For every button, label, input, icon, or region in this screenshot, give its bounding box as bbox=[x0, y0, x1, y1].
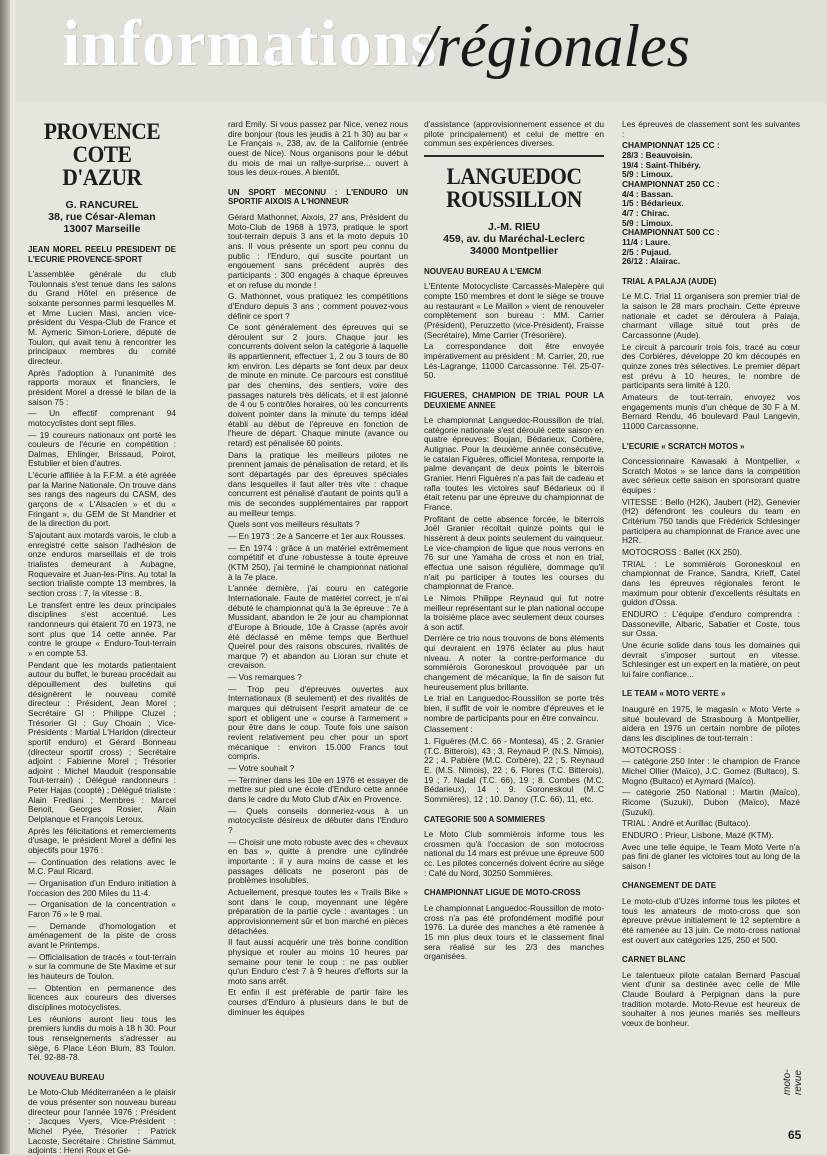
section-title-languedoc bbox=[430, 165, 597, 211]
article-paragraph: Dans la pratique les meilleurs pilotes ne prennent jamais de pénalisation de retard, et ils sont départagés par des épreuves spéciales dans lesquelles il faut aller très vite : chaque concurrent est pénalisé d'autant de points qu'il a mis de secondes supplémentaires par rapport au meilleur temps. bbox=[228, 449, 408, 518]
article-paragraph: — catégorie 250 Inter : le champion de France Michel Ollier (Maïco), J.C. Gomez (Bultaco), S. Mogno (Bultaco) et Aymard (Maïco). bbox=[622, 756, 800, 786]
article-paragraph: Les réunions auront lieu tous les premiers lundis du mois à 18 h 30. Pour tous renseignements s'adresser au siège, 6 Place Léon Blum, 83 Toulon. Tél. 92-88-78. bbox=[28, 1013, 176, 1063]
article-paragraph: Amateurs de tout-terrain, envoyez vos engagements munis d'un chèque de 30 F à M. Bernard Rendu, 46 boulevard Paul Langevin, 11000 Carcassonne. bbox=[622, 391, 800, 431]
article-heading: CARNET BLANC bbox=[622, 955, 686, 965]
article-paragraph: — catégorie 250 National : Martin (Maïco), Ricome (Suzuki), Dubon (Maïco), Mazé (Suzuki). bbox=[622, 787, 800, 817]
article-paragraph: ENDURO : L'équipe d'enduro comprendra : Dassoneville, Albaric, Sabatier et Coste, tous sur Ossa. bbox=[622, 608, 800, 639]
magazine-name: moto-revue bbox=[782, 1069, 804, 1095]
article-body bbox=[622, 457, 800, 679]
article-paragraph: Le championnat Languedoc-Roussillon de moto-cross n'a pas été profondément modifié pour 1976. La durée des manches a été ramenée à 15 mn plus deux tours et le classement final sera réalisé sur les 2/3 des manches organisées. bbox=[424, 902, 604, 962]
article-body bbox=[28, 1088, 176, 1156]
article-paragraph: — Trop peu d'épreuves ouvertes aux Internationaux (8 seulement) et des rivalités de marques qui détruisent l'esprit amateur de ce sport et obligent une « course à l'armement » pour être dans le coup. Toute fois une saison revient relativement peu cher pour un sport mécanique : environ 15.000 Francs tout compris. bbox=[228, 683, 408, 762]
article-paragraph: TRIAL : André et Aurillac (Bultaco). bbox=[622, 818, 751, 829]
section-line: COTE D'AZUR bbox=[62, 142, 142, 190]
article-paragraph: Le Moto Club sommièrois informe tous les crossmen qu'à l'occasion de son motocross national du 14 mars est prévue une épreuve 500 cc. Les pilotes concernés doivent écrire au siège : Café du Nord, 30250 Sommières. bbox=[424, 829, 604, 878]
divider bbox=[424, 155, 604, 157]
article-heading: JEAN MOREL REELU PRESIDENT DE L'ECURIE PROVENCE-SPORT bbox=[28, 245, 176, 264]
article-paragraph: — En 1974 : grâce à un matériel extrêmement compétitif et d'une robustesse à toute épreuve (KTM 250), j'ai terminé le championnat national à la 7e place. bbox=[228, 542, 408, 582]
author-name: J.-M. RIEU bbox=[488, 220, 540, 233]
article-body bbox=[424, 416, 604, 805]
masthead bbox=[16, 0, 827, 102]
article-body bbox=[424, 904, 604, 962]
article-paragraph: — Demande d'homologation et aménagement de la piste de cross avant le Printemps. bbox=[28, 920, 176, 950]
article-paragraph: Le circuit à parcourir trois fois, tracé au cœur des Corbières, développe 20 km découpés en quinze zones très sélectives. Le premier départ est prévu à 10 heures, le nombre de participants sera limité à 120. bbox=[622, 341, 800, 391]
author-block bbox=[28, 199, 176, 235]
article-body bbox=[622, 705, 800, 872]
section-title-provence bbox=[33, 120, 171, 189]
article-paragraph: L'Entente Motocycliste Carcassès-Malepère qui compte 150 membres et dont le siège se trouve au restaurant « Le Maillon » vient de renouveler complètement son bureau : MM. Carrier (Président), Peruzzetto (vice-Président), Fraisse (Secrétaire), Mme Carrier (Trésorière). bbox=[424, 281, 604, 340]
article-paragraph: Ce sont généralement des épreuves qui se déroulent sur 2 jours. Chaque jour les concurrents doivent selon la catégorie à laquelle ils appartiennent, effectuer 1, 2 ou 3 tours de 80 km environ. Les départs se font deux par deux de minute en minute. Ce parcours est constitué par des chemins, des sentiers, voire des passages naturels très délicats, et il est jalonné de 4 ou 5 contrôles horaires, où les concurrents doivent pointer dans la minute du temps idéal établi au début de l'épreuve en fonction de l'heure de départ. Chaque minute (avance ou retard) est pénalisée 60 points. bbox=[228, 322, 408, 449]
article-paragraph: Le Nimois Philippe Reynaud qui fut notre meilleur représentant sur le plan national occupe la troisième place avec seulement deux courses à son actif. bbox=[424, 592, 604, 632]
article-paragraph: Classement : bbox=[424, 724, 473, 735]
article-paragraph: G. Mathonnet, vous pratiquez les compétitions d'Enduro depuis 3 ans ; comment pouvez-vous définir ce sport ? bbox=[228, 291, 408, 321]
article-paragraph: d'assistance (approvisionnement essence et du pilote principalement) et celui de mettre en commun ses expériences diverses. bbox=[424, 119, 604, 149]
article-paragraph: Gérard Mathonnet, Aixois, 27 ans, Président du Moto-Club de 1968 à 1973, pratique le sport tout-terrain depuis 3 ans et la moto depuis 10 ans. Il vous présente un sport peu connu du public : l'Enduro, qui suscite pourtant un engouement sans précédent auprès des participants : 300 engagés à chaque épreuves et on refuse du monde ! bbox=[228, 211, 408, 290]
author-name: G. RANCUREL bbox=[65, 199, 139, 211]
article-paragraph: La correspondance doit être envoyée impérativement au président : M. Carrier, 20, rue Lés-Lagrange, 11000 Carcassonne. Tél. 25-07-50. bbox=[424, 341, 604, 381]
article-paragraph: — Choisir une moto robuste avec des « chevaux en bas », quitte à prendre une cylindrée importante : il y aura moins de casse et les passages délicats ne poseront pas de problèmes insolubles. bbox=[228, 836, 408, 886]
author-address: 459, av. du Maréchal-Leclerc bbox=[443, 232, 585, 245]
championship-date: 19/4 : Saint-Thibéry. bbox=[622, 159, 701, 170]
article-paragraph: Avec une telle équipe, le Team Moto Verte n'a pas fini de glaner les victoires tout au long de la saison ! bbox=[622, 841, 800, 871]
article-paragraph: Le talentueux pilote catalan Bernard Pascual vient d'unir sa destinée avec celle de Mlle Claude Boulard à Perpignan dans la pure tradition motarde. Moto-Revue est heureux de souhaiter à nos jeunes mariés ses meilleurs vœux de bonheur. bbox=[622, 969, 800, 1029]
column-4 bbox=[622, 120, 800, 1150]
article-paragraph: — Vos remarques ? bbox=[228, 672, 302, 683]
article-paragraph: — En 1973 : 2e à Sancerre et 1er aux Rousses. bbox=[228, 530, 406, 541]
article-paragraph: — Organisation d'un Enduro initiation à l'occasion des 200 Miles du 11-4. bbox=[28, 878, 176, 898]
article-paragraph: — Quels conseils donneriez-vous à un motocycliste désireux de débuter dans l'Enduro ? bbox=[228, 805, 408, 835]
article-paragraph: Après l'adoption à l'unanimité des rapports moraux et financiers, le président Morel a dressé le bilan de la saison 75 : bbox=[28, 367, 176, 407]
article-body bbox=[622, 971, 800, 1029]
article-paragraph: — Officialisation de tracés « tout-terrain » sur la commune de Ste Maxime et sur les hauteurs de Toulon. bbox=[28, 951, 176, 981]
article-paragraph: Le trial en Languedoc-Roussillon se porte très bien, il suffit de voir le nombre d'épreuves et le nombre de participants pour en être convaincu. bbox=[424, 693, 604, 723]
column-2 bbox=[228, 120, 408, 1150]
article-paragraph: Inauguré en 1975, le magasin « Moto Verte » situé boulevard de Strasbourg à Montpellier, aidera en 1976 un certain nombre de pilotes dans les disciplines de tout-terrain : bbox=[622, 703, 800, 743]
championship-date: 4/4 : Bassan. bbox=[622, 188, 674, 199]
article-paragraph: Pendant que les motards patientaient autour du buffet, le bureau procédait au dépouillement des bulletins qui désignèrent le nouveau comité directeur : Président, Jean Morel ; Secrétaire GI : Philippe Cluzel ; Trésorier GI : Guy Choain ; Vice-Présidents : Martial L'Haridon (directeur sportif enduro) et Gérard Bonneau (directeur sportif cross) ; Secrétaire adjoint : Fabienne Morel ; Trésorier adjoint : Michel Mauduit (responsable Tout-terrain) ; Délégué randonneurs : Peter Hajas (coopté) ; Délégué trialiste : Alain Fredlani ; Membres : Marcel Benoit, Georges Rosier, Alain Delplanque et François Leroux. bbox=[28, 659, 176, 825]
article-paragraph: L'assemblée générale du club Toulonnais s'est tenue dans les salons du Grand Hôtel en présence de soixante personnes parmi lesquelles M. et Mme Lucien Masi, ancien vice-président du Vespa-Club de France et M. Aymeric Simon-Loriere, député de Toulon, qui avait tenu à rencontrer les principaux membres du comité directeur. bbox=[28, 269, 176, 366]
article-paragraph: Il faut aussi acquérir une très bonne condition physique et rouler au moins 10 heures par semaine pour tenir le coup : ne pas oublier qu'un Enduro c'est 7 à 9 heures d'efforts sur la moto sans arrêt. bbox=[228, 937, 408, 986]
article-paragraph: — Un effectif comprenant 94 motocyclistes dont sept filles. bbox=[28, 408, 176, 428]
article-heading: NOUVEAU BUREAU A L'EMCM bbox=[424, 266, 542, 276]
championship-date: 1/5 : Bédarieux. bbox=[622, 198, 684, 209]
article-paragraph: 1. Figuères (M.C. 66 - Montesa), 45 ; 2. Granier (T.C. Bitterois), 43 ; 3. Reynaud P. (N.S. Nimois), 22 ; 4. Pabière (M.C. Corbère), 22 ; 5. Reynaud E. (M.S. Nimois), 22 ; 6. Flores (T.C. Bitterois), 19 ; 7. Nadal (T.C. 66), 19 ; 8. Combes (M.C. Bédarieux), 14 ; 9. Goroneskoul (M..C Sommières), 12 ; 10. Danoy (T.C. 66), 11, etc. bbox=[424, 736, 604, 804]
article-paragraph: — Votre souhait ? bbox=[228, 763, 295, 774]
article-paragraph: L'année dernière, j'ai couru en catégorie Internationale. Faute de matériel correct, je n'ai débuté le championnat qu'à la 3e épreuve : 7e à Mussidant, abandon le 2e jour au championnat d'Europe à Brioude, 10e à Crasse (après avoir été déclassé en même temps que Berthuel Queirel pour des raisons obscures, rivalités de marque ?) et abandon au Lioran sur chute et crevaison. bbox=[228, 583, 408, 671]
championship-date: 11/4 : Laure. bbox=[622, 236, 671, 247]
article-paragraph: Le moto-club d'Uzès informe tous les pilotes et tous les amateurs de moto-cross que son épreuve prévue initialement le 12 septembre a été ramenée au 13 juin. Ce moto-cross national est ouvert aux catégories 125, 250 et 500. bbox=[622, 895, 800, 945]
article-paragraph: — 19 coureurs nationaux ont porté les couleurs de l'écurie en compétition : Dalmas, Ehlinger, Brissaud, Poirot, Estublier et bien d'autres. bbox=[28, 429, 176, 469]
masthead-informations: informations bbox=[62, 7, 437, 80]
article-paragraph: Derrière ce trio nous trouvons de bons éléments qui devraient en 1976 éclater au plus haut niveau. A noter la contre-performance du sommiérois Goroneskoul provoquée par un changement de mécanique, la fin de saison fut heureusement plus brillante. bbox=[424, 633, 604, 692]
masthead-regionales: /régionales bbox=[420, 13, 690, 79]
article-heading: NOUVEAU BUREAU bbox=[28, 1072, 105, 1082]
article-body bbox=[424, 830, 604, 878]
article-paragraph: S'ajoutant aux motards varois, le club a enregistré cette saison l'adhésion de onze enduros marseillais et de trois trialistes demeurant à Aubagne, Roquevaire et Juan-les-Pins. Au total la section trialiste compte 13 membres, la section cross : 7, la vitesse : 8. bbox=[28, 530, 176, 598]
section-line: LANGUEDOC bbox=[446, 163, 582, 189]
article-paragraph: Concessionnaire Kawasaki à Montpellier, « Scratch Motos » se lance dans la compétition avec sérieux cette saison en sponsorant quatre équipes : bbox=[622, 456, 800, 495]
article-paragraph: — Obtention en permanence des licences aux coureurs des diverses disciplines motocyclistes. bbox=[28, 982, 176, 1012]
article-paragraph: Profitant de cette absence forcée, le biterrois Joël Granier récoltait quinze points qui le hissèrent à deux points seulement du vainqueur. Le vice-champion de ligue que nous verrons en 76 sur une Yamaha de cross et non en trial, effectua une saison régulière, dommage qu'il n'ait pu participer à toutes les courses du championnat de France. bbox=[424, 513, 604, 592]
article-body bbox=[228, 213, 408, 1018]
championship-date: 5/9 : Limoux. bbox=[622, 169, 673, 180]
championship-title: CHAMPIONNAT 250 CC : bbox=[622, 178, 720, 189]
championship-date: 5/9 : Limoux. bbox=[622, 217, 673, 228]
article-paragraph: MOTOCROSS : Ballet (KX 250). bbox=[622, 546, 742, 557]
article-heading: CATEGORIE 500 A SOMMIERES bbox=[424, 814, 546, 824]
article-paragraph: Le M.C. Trial 11 organisera son premier trial de la saison le 28 mars prochain. Cette épreuve nationale et cadet se déroulera à Palaja, charmant village situé tout près de Carcassonne (Aude). bbox=[622, 291, 800, 340]
article-paragraph: MOTOCROSS : bbox=[622, 744, 682, 755]
championship-date: 4/7 : Chirac. bbox=[622, 207, 670, 218]
article-body bbox=[424, 120, 604, 149]
article-paragraph: TRIAL : Le sommièrois Goroneskoul en championnat de France, Sandra, Krieff, Catel dans les épreuves régionales feront le maximum pour obtenir d'excellents résultats en guidon d'Ossa. bbox=[622, 558, 800, 608]
article-paragraph: Une écurie solide dans tous les domaines qui devrait s'imposer surtout en vitesse. Schlesinger est un expert en la matière, on peut lui faire confiance... bbox=[622, 639, 800, 679]
article-paragraph: Et enfin il est préférable de partir faire les courses d'Enduro à plusieurs dans le but de diminuer les équipes bbox=[228, 987, 408, 1017]
article-body bbox=[424, 282, 604, 381]
article-paragraph: L'écurie affiliée à la F.F.M. a été agréée par la Marine Nationale. On trouve dans ses rangs des nageurs du CASM, des garçons de « L'Alsacien » et du « Fringant », du GEM de St Mandrier et de la direction du port. bbox=[28, 470, 176, 529]
article-paragraph: — Continuation des relations avec le M.C. Paul Ricard. bbox=[28, 856, 176, 877]
section-line: PROVENCE bbox=[43, 119, 161, 144]
championship-date: 2/5 : Pujaud. bbox=[622, 246, 672, 257]
article-heading: FIGUERES, CHAMPION DE TRIAL POUR LA DEUXIEME ANNEE bbox=[424, 391, 604, 410]
article-body bbox=[622, 292, 800, 431]
author-block bbox=[424, 221, 604, 257]
article-paragraph: — Terminer dans les 10e en 1976 et essayer de mettre sur pied une école d'Enduro cette année dans le cadre du Moto Club d'Aix en Provence. bbox=[228, 774, 408, 804]
article-heading: CHANGEMENT DE DATE bbox=[622, 881, 717, 891]
article-paragraph: rard Emily. Si vous passez par Nice, venez nous dire bonjour (tous les jeudis à 21 h 30) au bar « Le Français », 238, av. de la Californie (entrée ouest de Nice). Nous organisons pour le début du mois de mai un rallye-surprise... ouvert à tous les deux-roues. A bientôt. bbox=[228, 119, 408, 178]
column-3 bbox=[424, 120, 604, 1150]
article-paragraph: Après les félicitations et remerciements d'usage, le président Morel a défini les objectifs pour 1976 : bbox=[28, 825, 176, 856]
article-paragraph: Actuellement, presque toutes les « Trails Bike » sont dans le coup, moyennant une légère préparation de la partie cycle : avantages : un approvisionnement sûr et bon marché en pièces détachées. bbox=[228, 886, 408, 936]
article-heading: TRIAL A PALAJA (AUDE) bbox=[622, 276, 717, 286]
championship-date: 26/12 : Alairac. bbox=[622, 256, 681, 267]
championship-title: CHAMPIONNAT 125 CC : bbox=[622, 140, 720, 151]
article-paragraph: Quels sont vos meilleurs résultats ? bbox=[228, 519, 360, 530]
author-address: 38, rue César-Aleman bbox=[48, 211, 156, 223]
article-heading: CHAMPIONNAT LIGUE DE MOTO-CROSS bbox=[424, 888, 581, 898]
championship-title: CHAMPIONNAT 500 CC : bbox=[622, 227, 720, 238]
page-number: 65 bbox=[788, 1128, 802, 1142]
article-heading: LE TEAM « MOTO VERTE » bbox=[622, 689, 726, 699]
article-paragraph: VITESSE : Bello (H2K), Jaubert (H2), Genevier (H2) défendront les couleurs du team en Critérium 750 tandis que Frédérick Schlesinger participera au championnat de France avec une H2R. bbox=[622, 496, 800, 546]
article-paragraph: Les épreuves de classement sont les suivantes : bbox=[622, 119, 800, 139]
article-paragraph: ENDURO : Prieur, Lisbone, Mazé (KTM). bbox=[622, 829, 774, 840]
article-body bbox=[228, 120, 408, 178]
championship-date: 28/3 : Beauvoisin. bbox=[622, 149, 693, 160]
article-paragraph: Le Moto-Club Méditerranéen a le plaisir de vous présenter son nouveau bureau directeur pour l'année 1976 : Président : Jacques Vyers, Vice-Président : Michel Pyée, Trésorier : Patrick Lacoste, Secrétaire : Christine Sammut, adjoints : Henri Roux et Gé- bbox=[28, 1087, 176, 1156]
binding-shadow bbox=[0, 0, 10, 1154]
article-body bbox=[622, 897, 800, 945]
article-paragraph: Le championnat Languedoc-Roussillon de trial, catégorie nationale s'est déroulé cette saison en quatre épreuves: Boujan, Bédarieux, Corbère, Autignac. Pour la deuxième année consécutive, le catalan Figuères, officiel Montesa, remporte la palme devançant de deux points le biterrois Granier. Henri Figuères n'a pas fait de cadeau et rafla toutes les victoires sauf Bédarieux où il était retenu par une épreuve du championnat de France. bbox=[424, 415, 604, 512]
article-body bbox=[28, 270, 176, 1063]
author-city: 34000 Montpellier bbox=[469, 244, 559, 257]
author-city: 13007 Marseille bbox=[63, 223, 141, 235]
article-heading: UN SPORT MECONNU : L'ENDURO UN SPORTIF AIXOIS A L'HONNEUR bbox=[228, 187, 408, 207]
article-heading: L'ECURIE « SCRATCH MOTOS » bbox=[622, 441, 745, 451]
column-1 bbox=[28, 119, 176, 1156]
section-line: ROUSSILLON bbox=[446, 186, 582, 212]
championship-list bbox=[622, 141, 800, 267]
article-paragraph: Le transfert entre les deux principales disciplines s'est accentué. Les randonneurs qui étaient 70 en 1973, ne sont plus que 14 cette année. Par contre le groupe « Enduro-Tout-terrain » en compte 53. bbox=[28, 599, 176, 658]
article-paragraph: — Organisation de la concentration « Faron 76 » le 9 mai. bbox=[28, 899, 176, 919]
